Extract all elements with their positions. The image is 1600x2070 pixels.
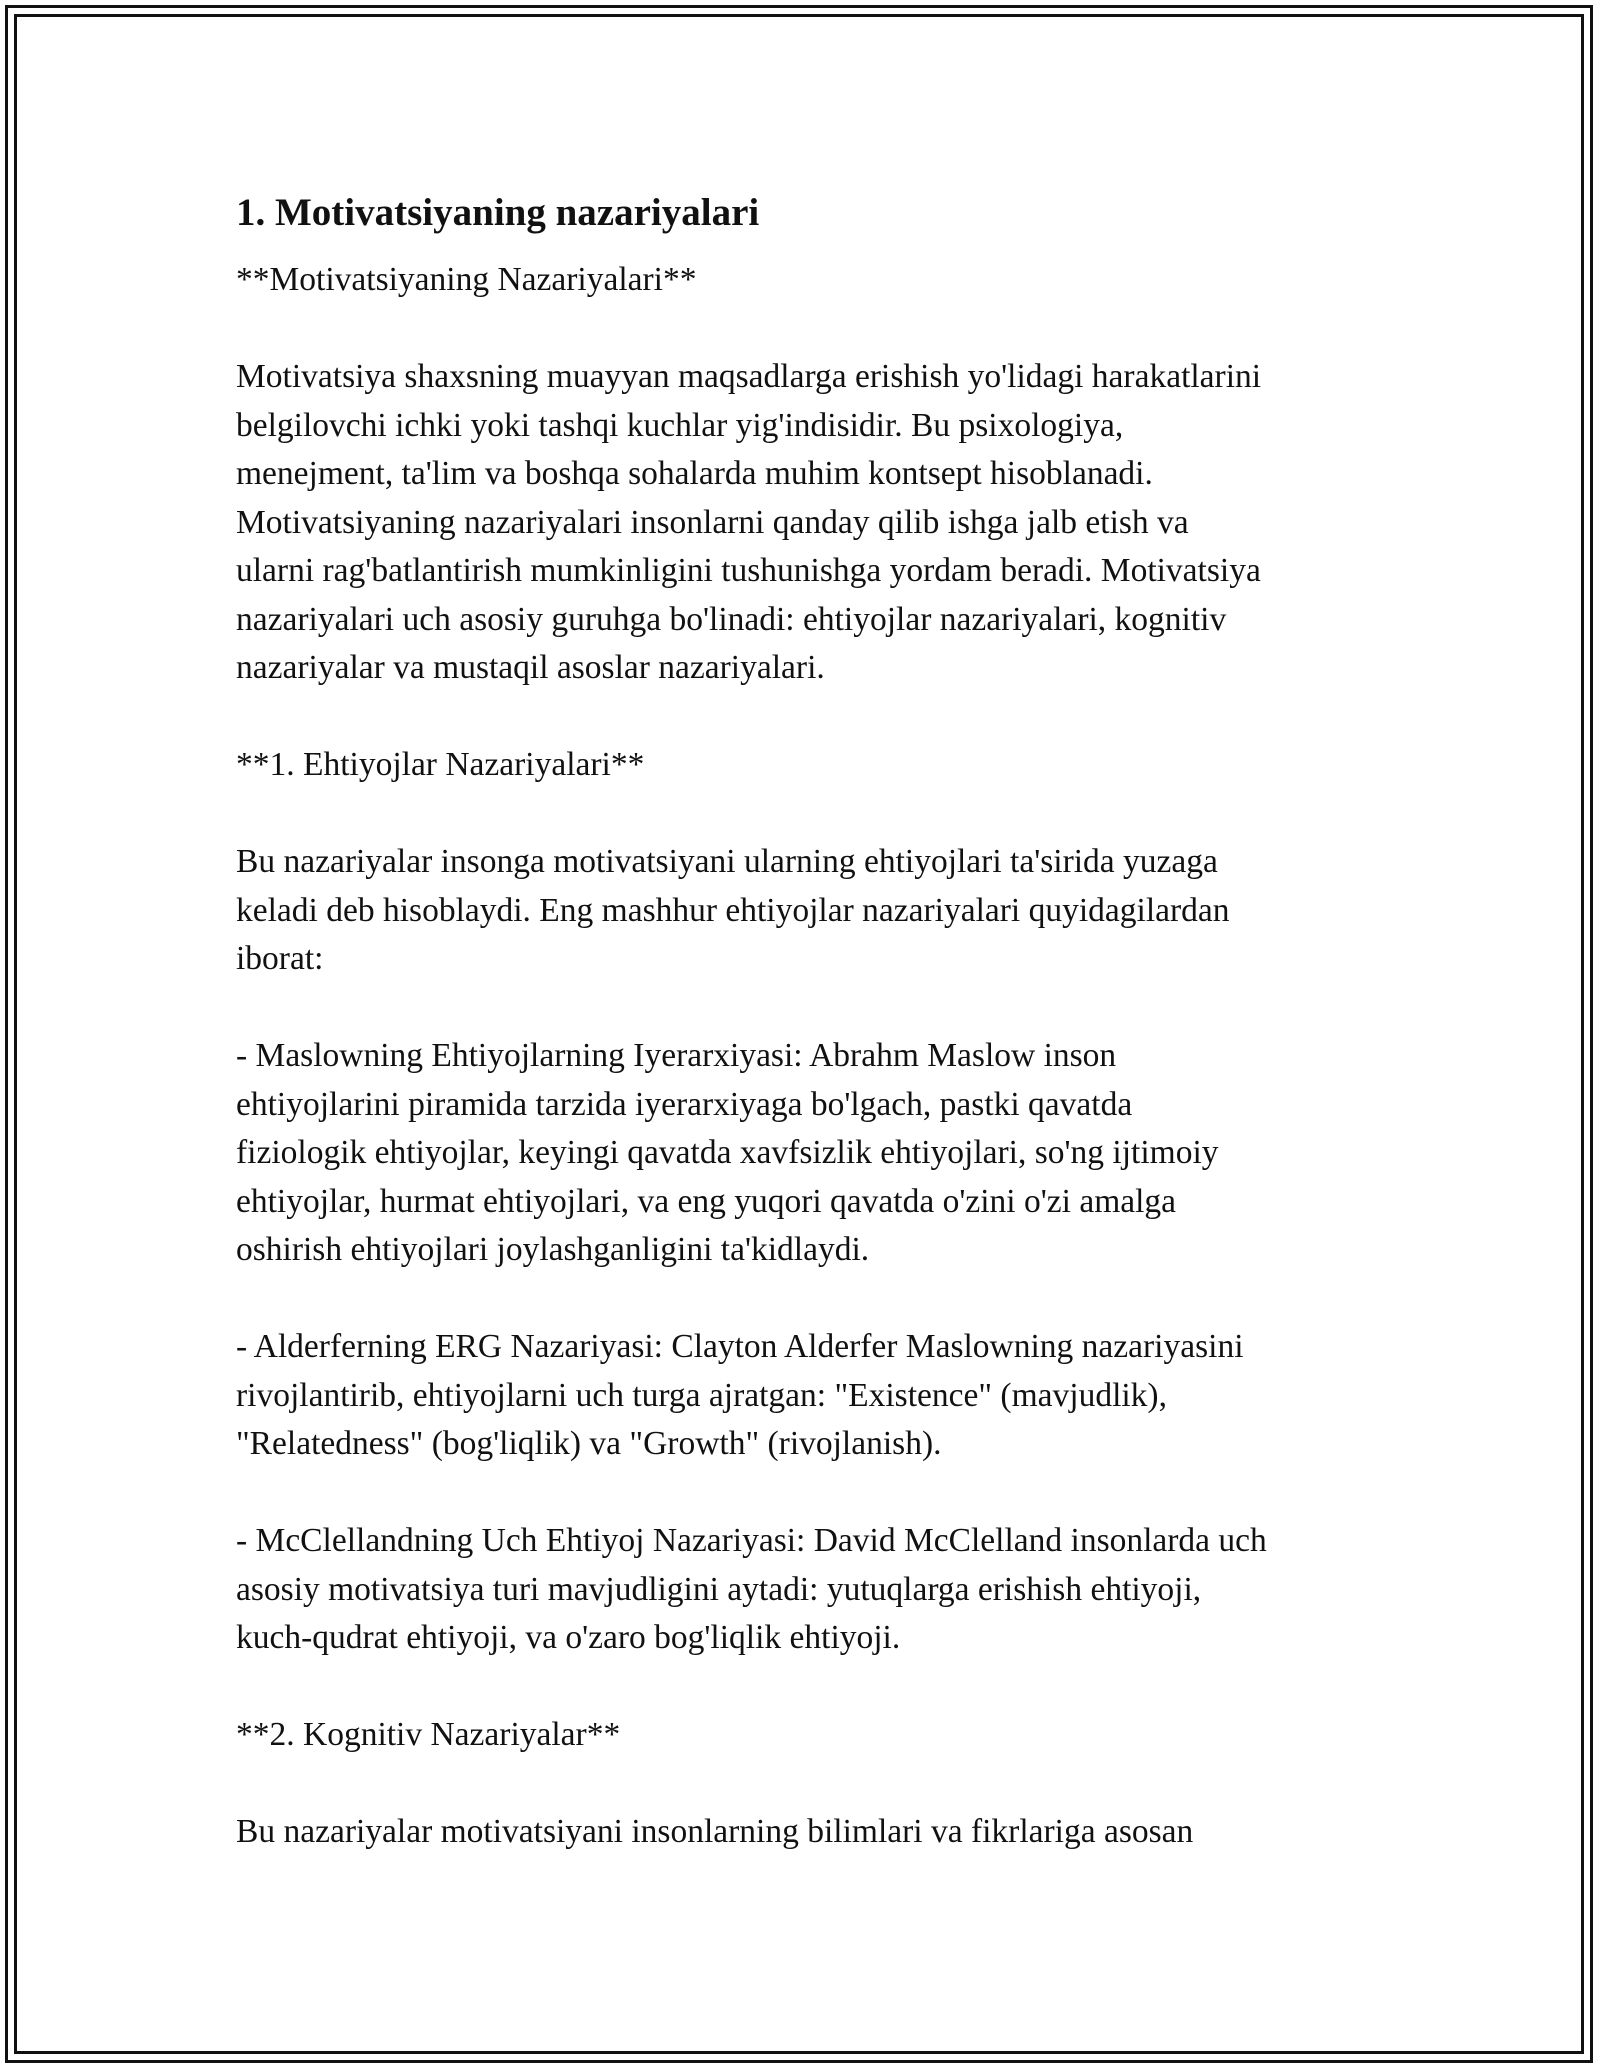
text-line: - McClellandning Uch Ehtiyoj Nazariyasi: David McClelland insonlarda uch (236, 1522, 1267, 1559)
paragraph-heading-cognitive (236, 1711, 1376, 1760)
text-line: nazariyalari uch asosiy guruhga bo'linadi: ehtiyojlar nazariyalari, kognitiv (236, 600, 1227, 638)
text-line: ularni rag'batlantirish mumkinligini tushunishga yordam beradi. Motivatsiya (236, 552, 1261, 589)
text-line: Bu nazariyalar insonga motivatsiyani ularning ehtiyojlari ta'sirida yuzaga (236, 843, 1218, 880)
text-line: keladi deb hisoblaydi. Eng mashhur ehtiyojlar nazariyalari quyidagilardan (236, 891, 1230, 929)
paragraph-mcclelland (236, 1517, 1376, 1663)
paragraph-alderfer (236, 1323, 1376, 1469)
text-line: - Maslowning Ehtiyojlarning Iyerarxiyasi: Abrahm Maslow inson (236, 1037, 1117, 1074)
text-line: belgilovchi ichki yoki tashqi kuchlar yig'indisidir. Bu psixologiya, (236, 406, 1124, 444)
text-line: asosiy motivatsiya turi mavjudligini aytadi: yutuqlarga erishish ehtiyoji, (236, 1570, 1202, 1608)
text-line: - Alderferning ERG Nazariyasi: Clayton Alderfer Maslowning nazariyasini (236, 1328, 1244, 1365)
paragraph-cognitive-intro (236, 1808, 1376, 1857)
text-line: menejment, ta'lim va boshqa sohalarda muhim kontsept hisoblanadi. (236, 455, 1153, 492)
paragraph-heading-needs (236, 741, 1376, 790)
text-line: fiziologik ehtiyojlar, keyingi qavatda xavfsizlik ehtiyojlari, so'ng ijtimoiy (236, 1134, 1219, 1171)
text-line: **1. Ehtiyojlar Nazariyalari** (236, 746, 645, 783)
paragraph-heading-theories (236, 256, 1376, 305)
document-title: 1. Motivatsiyaning nazariyalari (236, 191, 760, 234)
text-line: "Relatedness" (bog'liqlik) va "Growth" (rivojlanish). (236, 1425, 942, 1462)
text-line: oshirish ehtiyojlari joylashganligini ta'kidlaydi. (236, 1231, 870, 1268)
text-line: **Motivatsiyaning Nazariyalari** (236, 261, 697, 298)
text-line: **2. Kognitiv Nazariyalar** (236, 1716, 621, 1753)
text-line: Motivatsiya shaxsning muayyan maqsadlarga erishish yo'lidagi harakatlarini (236, 358, 1262, 395)
text-line: iborat: (236, 940, 324, 977)
text-line: Motivatsiyaning nazariyalari insonlarni qanday qilib ishga jalb etish va (236, 503, 1189, 541)
paragraph-needs-intro (236, 838, 1376, 984)
paragraph-intro (236, 353, 1376, 693)
document-body (236, 188, 1376, 1905)
text-line: ehtiyojlarini piramida tarzida iyerarxiyaga bo'lgach, pastki qavatda (236, 1085, 1133, 1123)
text-line: kuch-qudrat ehtiyoji, va o'zaro bog'liqlik ehtiyoji. (236, 1619, 901, 1656)
text-line: rivojlantirib, ehtiyojlarni uch turga ajratgan: "Existence" (mavjudlik), (236, 1376, 1167, 1414)
text-line: Bu nazariyalar motivatsiyani insonlarning bilimlari va fikrlariga asosan (236, 1813, 1194, 1850)
paragraph-maslow (236, 1032, 1376, 1275)
text-line: ehtiyojlar, hurmat ehtiyojlari, va eng yuqori qavatda o'zini o'zi amalga (236, 1182, 1177, 1220)
text-line: nazariyalar va mustaqil asoslar nazariyalari. (236, 649, 825, 686)
